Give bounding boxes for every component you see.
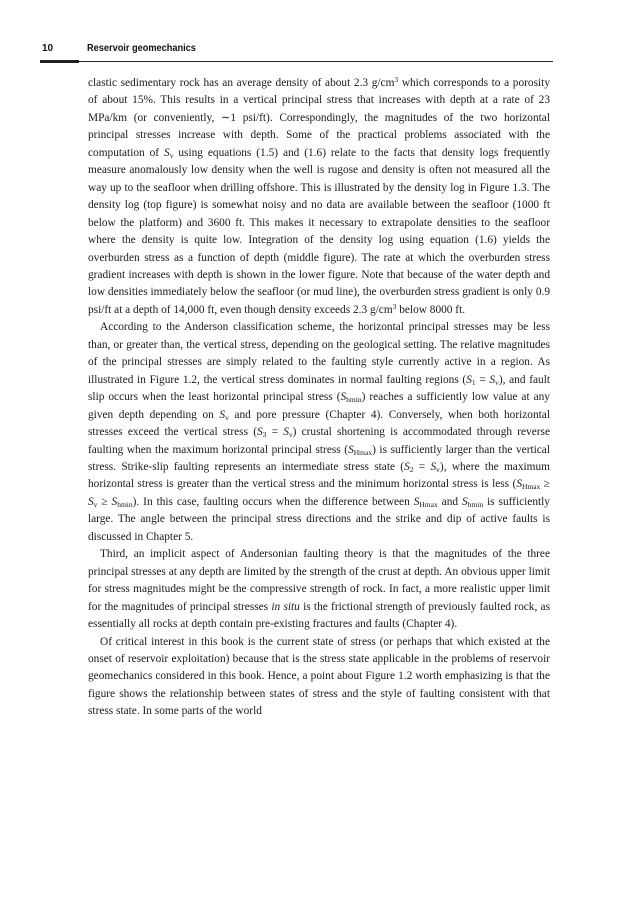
running-title: Reservoir geomechanics bbox=[87, 43, 196, 54]
running-header bbox=[42, 43, 553, 57]
page-number: 10 bbox=[42, 43, 54, 54]
paragraph-4: Of critical interest in this book is the current state of stress (or perhaps that which existed at the onset of reservoir exploitation) because that is the stress state applicable in the problems of reservoir geomechanics considered in this book. Hence, a point about Figure 1.2 worth emphasizing is that the figure shows the relationship between states of stress and the style of faulting consistent with that stress state. In some parts of the world bbox=[88, 635, 550, 718]
paragraph-3: Third, an implicit aspect of Andersonian faulting theory is that the magnitudes of the three principal stresses at any depth are limited by the strength of the crust at depth. An obvious upper limit for stress magnitudes might be the compressive strength of rock. In fact, a more realistic upper limit for the magnitudes of principal stresses in situ is the frictional strength of previously faulted rock, as essentially all rocks at depth contain pre-existing fractures and faults (Chapter 4). bbox=[88, 548, 550, 631]
paragraph-1: clastic sedimentary rock has an average density of about 2.3 $g/cm^3$ which corresponds to a porosity of about 15%. This results in a vertical principal stress that increases with depth at a rate of 23 MPa/km (or conveniently, ∼1 psi/ft). Correspondingly, the magnitudes of the two horizontal principal stresses increase with depth. Some of the practical problems associated with the computation of $S_v$ using equations (1.5) and (1.6) relate to the facts that density logs frequently measure anomalously low density when the well is rugose and density is often not measured all the way up to the seafloor when drilling offshore. This is illustrated by the density log in Figure 1.3. The density log (top figure) is somewhat noisy and no data are available between the seafloor (1000 ft below the platform) and 3600 ft. This makes it necessary to extrapolate densities to the seafloor where the density is quite low. Integration of the density log using equation (1.6) yields the overburden stress as a function of depth (middle figure). The rate at which the overburden stress gradient increases with depth is shown in the lower figure. Note that because of the water depth and low densities immediately below the seafloor (or mud line), the overburden stress gradient is only 0.9 psi/ft at a depth of 14,000 ft, even though density exceeds 2.3 $g/cm^3$ below 8000 ft. bbox=[88, 75, 550, 316]
body-text bbox=[88, 75, 550, 721]
paragraph-2: According to the Anderson classification scheme, the horizontal principal stresses may be less than, or greater than, the vertical stress, depending on the geological setting. The relative magnitudes of the principal stresses are simply related to the faulting style currently active in a region. As illustrated in Figure 1.2, the vertical stress dominates in normal faulting regions $(S_1 = S_v)$, and fault slip occurs when the least horizontal principal stress $(S_{hmin})$ reaches a sufficiently low value at any given depth depending on $S_v$ and pore pressure (Chapter 4). Conversely, when both horizontal stresses exceed the vertical stress $(S_3 = S_v)$ crustal shortening is accommodated through reverse faulting when the maximum horizontal principal stress $(S_{Hmax})$ is sufficiently larger than the vertical stress. Strike-slip faulting represents an intermediate stress state $(S_2 = S_v)$, where the maximum horizontal stress is greater than the vertical stress and the minimum horizontal stress is less $(S_{Hmax} \ge S_v \ge S_{hmin})$. In this case, faulting occurs when the difference between $S_{Hmax}$ and $S_{hmin}$ is sufficiently large. The angle between the principal stress directions and the strike and dip of active faults is discussed in Chapter 5. bbox=[88, 321, 551, 543]
header-rule bbox=[42, 61, 553, 62]
